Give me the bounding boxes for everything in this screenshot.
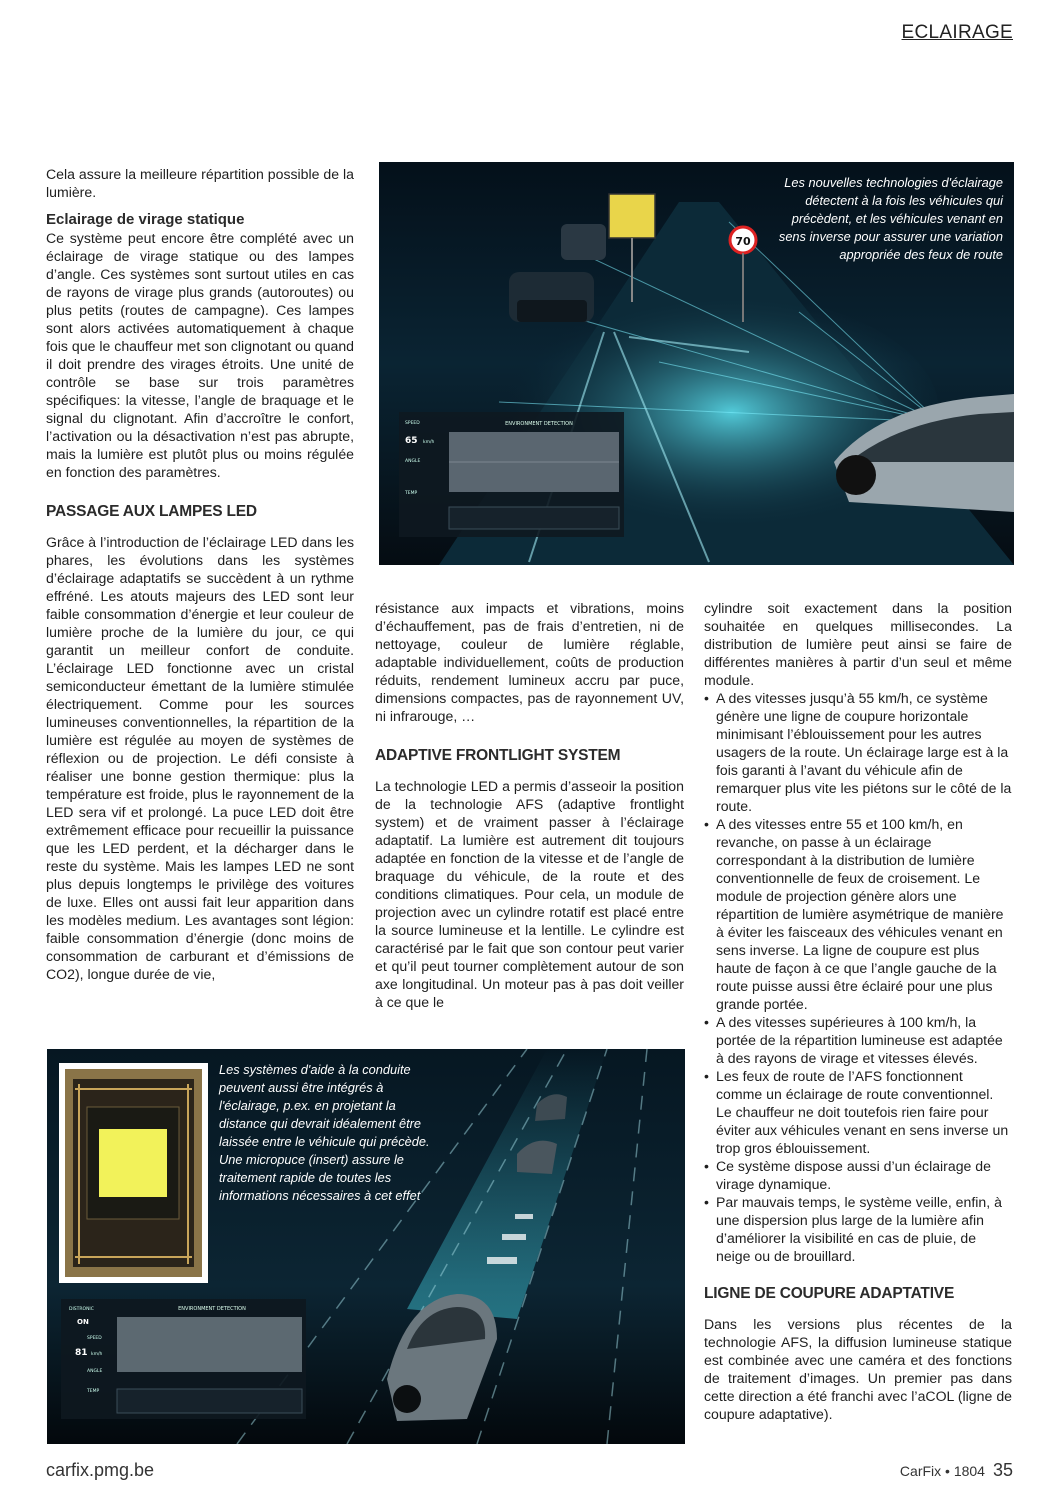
photo-highway-projection	[47, 1049, 685, 1444]
dash-speed-value: 65	[405, 436, 418, 446]
paragraph-adaptive-cutoff: Dans les versions plus récentes de la technologie AFS, la diffusion lumineuse statique est combinée avec une caméra et des fonctions de traitement d’images. Un premier pas dans cette direction a été franchi avec l’aCOL (ligne de coupure adaptative).	[704, 1316, 1012, 1422]
paragraph-afs: La technologie LED a permis d’asseoir la position de la technologie AFS (adaptive frontlight system) et de vraiment passer à l’éclairage adaptatif. La lumière est autrement dit toujours adaptée en fonction de la vitesse et de l’angle de braquage du véhicule, de la route et des conditions climatiques. Pour cela, un module de projection avec un cylindre rotatif est placé entre la source lumineuse et la lentille. Le cylindre est caractérisé par le fait que son contour peut varier et qu’il peut tourner complètement autour de son axe longitudinal. Un moteur pas à pas doit veiller à ce que le	[375, 778, 684, 1010]
dash-temp-label: TEMP	[87, 1389, 100, 1394]
column-3	[704, 599, 1012, 1423]
list-item: • A des vitesses supérieures à 100 km/h, la portée de la répartition lumineuse est adaptée à des rayons de virage et vitesses élevés.	[704, 1013, 1012, 1067]
footer-issue-label: CarFix • 1804	[899, 1463, 985, 1479]
list-item: • A des vitesses entre 55 et 100 km/h, en revanche, on passe à un éclairage correspondant à la distribution de lumière conventionnelle de feux de croisement. Le module de projection génère alors une répartition de lumière asymétrique de manière à éviter les faisceaux des véhicules venant en sens inverse. La ligne de coupure est plus haute de façon à ce que l’angle gauche de la route puisse aussi être éclairé pour une plus grande portée.	[704, 815, 1012, 1013]
photo2-caption: Les systèmes d'aide à la conduite peuvent aussi être intégrés à l'éclairage, p.ex. en projetant la distance qui devrait idéalement être laissée entre le véhicule qui précède. Une micropuce (insert) assure le traitement rapide de toutes les informations nécessaires à cet effet	[219, 1062, 430, 1203]
paragraph-cylinder: cylindre soit exactement dans la position souhaitée en quelques millisecondes. La distribution de lumière peut ainsi se faire de différentes manières à partir d’un seul et même module.	[704, 600, 1012, 688]
speed-limit-value: 70	[735, 235, 751, 248]
list-item: • Par mauvais temps, le système veille, enfin, à une dispersion plus large de la lumière afin d’améliorer la visibilité en cas de pluie, de neige ou de brouillard.	[704, 1193, 1012, 1265]
dash-distronic-value: ON	[77, 1318, 89, 1326]
heading-adaptive-cutoff: LIGNE DE COUPURE ADAPTATIVE	[704, 1285, 955, 1302]
dash-temp-label: TEMP	[405, 491, 418, 496]
footer-url[interactable]: carfix.pmg.be	[46, 1460, 155, 1480]
list-item: • Ce système dispose aussi d’un éclairage de virage dynamique.	[704, 1157, 1012, 1193]
afs-speed-list	[704, 689, 1012, 1265]
page-number: 35	[992, 1460, 1013, 1480]
dash-title: ENVIRONMENT DETECTION	[505, 421, 573, 427]
dash-title: ENVIRONMENT DETECTION	[178, 1306, 246, 1312]
dash-distronic-label: DISTRONIC	[69, 1307, 94, 1312]
heading-afs: ADAPTIVE FRONTLIGHT SYSTEM	[375, 747, 621, 764]
dash-speed-unit: km/h	[423, 440, 435, 445]
photo1-caption: Les nouvelles technologies d'éclairage détectent à la fois les véhicules qui précèdent, et les véhicules venant en sens inverse pour assurer une variation appropriée des feux de route	[778, 175, 1003, 262]
photo-night-road-detection	[379, 162, 1014, 565]
section-tag: ECLAIRAGE	[901, 22, 1013, 43]
list-item: • A des vitesses jusqu’à 55 km/h, ce système génère une ligne de coupure horizontale minimisant l’éblouissement pour les autres usagers de la route. Un éclairage large est à la fois garanti à l’avant du véhicule afin de remarquer plus vite les piétons sur le côté de la route.	[704, 689, 1012, 815]
dash-angle-label: ANGLE	[405, 459, 421, 464]
dash-angle-label: ANGLE	[87, 1369, 103, 1374]
footer-issue	[900, 1460, 1013, 1481]
heading-led: PASSAGE AUX LAMPES LED	[46, 503, 257, 520]
column-1	[46, 165, 354, 983]
column-2	[375, 599, 684, 1011]
dash-speed-value: 81	[75, 1348, 88, 1358]
subheading-static-cornering: Eclairage de virage statique	[46, 211, 245, 228]
paragraph-led: Grâce à l’introduction de l’éclairage LED dans les phares, les évolutions dans les systèmes d’éclairage adaptatifs se succèdent à un rythme effréné. Les atouts majeurs des LED sont leur faible consommation d’énergie et leur couleur de lumière proche de la lumière du jour, ce qui garantit un meilleur confort de conduite. L’éclairage LED fonctionne avec un cristal semiconducteur émettant de la lumière stimulée électriquement. Comme pour les sources lumineuses conventionnelles, la répartition de la lumière est régulée au moyen de systèmes de réflexion ou de projection. Le défi consiste à réaliser une bonne gestion thermique: plus la température est froide, plus le rayonnement de la LED sera vif et prolongé. La puce LED doit être extrêmement efficace pour recueillir la puissance que les LED perdent, et la décharger dans le reste du système. Mais les lampes LED ne sont plus depuis longtemps le privilège des voitures de luxe. Elles ont aussi fait leur apparition dans les modèles medium. Les avantages sont légion: faible consommation d’énergie (donc moins de consommation de carburant et d’émissions de CO2), longue durée de vie,	[46, 534, 354, 982]
intro-paragraph: Cela assure la meilleure répartition possible de la lumière.	[46, 166, 354, 200]
dash-speed-label: SPEED	[87, 1336, 102, 1341]
microchip-inset	[59, 1063, 208, 1283]
list-item: • Les feux de route de l’AFS fonctionnent comme un éclairage de route conventionnel. Le chauffeur ne doit toutefois rien faire pour éviter aux véhicules venant en sens inverse un trop gros éblouissement.	[704, 1067, 1012, 1157]
paragraph-static-cornering: Ce système peut encore être complété avec un éclairage de virage statique ou des lampes d’angle. Ces systèmes sont surtout utiles en cas de rayons de virage plus grands (autoroutes) ou plus petits (routes de campagne). Ces lampes sont alors activées automatiquement à chaque fois que le chauffeur met son clignotant ou quand il doit prendre des virages étroits. Une unité de contrôle se base sur trois paramètres spécifiques: la vitesse, l’angle de braquage et le signal du clignotant. Afin d’accroître le confort, l’activation ou la désactivation n’est pas abrupte, mais la lumière est plutôt plus ou moins régulée en fonction des paramètres.	[46, 230, 354, 480]
dash-speed-unit: km/h	[91, 1352, 103, 1357]
dash-speed-label: SPEED	[405, 421, 420, 426]
paragraph-led-advantages: résistance aux impacts et vibrations, moins d’échauffement, pas de frais d’entretien, ni de nettoyage, couleur de lumière réglable, adaptable individuellement, coûts de production réduits, rendement lumineux accru par puce, dimensions compactes, pas de rayonnement UV, ni infrarouge, …	[375, 600, 684, 724]
